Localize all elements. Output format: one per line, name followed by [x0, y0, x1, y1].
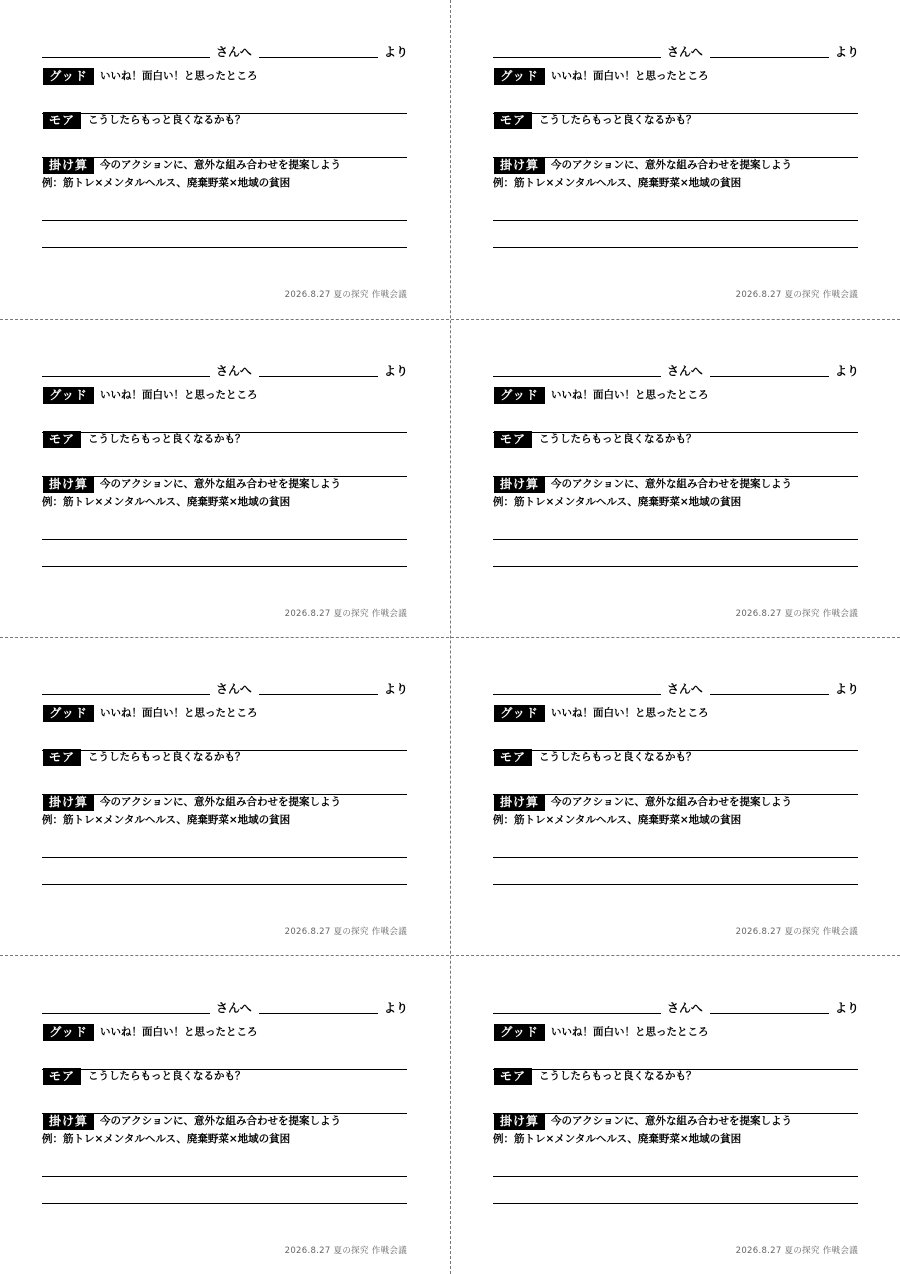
multiply-prompt: 今のアクションに、意外な組み合わせを提案しよう: [551, 159, 792, 171]
good-tag: グッド: [43, 1024, 94, 1041]
recipient-suffix: さんへ: [667, 45, 703, 59]
multiply-example: 例：筋トレ×メンタルヘルス、廃棄野菜×地域の貧困: [493, 177, 742, 189]
sender-name-line[interactable]: [259, 57, 378, 58]
multiply-prompt: 今のアクションに、意外な組み合わせを提案しよう: [100, 159, 341, 171]
event-footer: 2026.8.27 夏の探究 作戦会議: [735, 927, 858, 937]
sender-suffix: より: [835, 682, 860, 696]
feedback-card: [0, 0, 450, 318]
sender-suffix: より: [835, 1001, 860, 1015]
multiply-prompt: 今のアクションに、意外な組み合わせを提案しよう: [100, 478, 341, 490]
sender-name-line[interactable]: [710, 694, 829, 695]
multiply-tag: 掛け算: [43, 794, 94, 811]
writing-line[interactable]: [42, 1176, 407, 1177]
multiply-prompt: 今のアクションに、意外な組み合わせを提案しよう: [100, 796, 341, 808]
multiply-tag: 掛け算: [494, 1113, 545, 1130]
recipient-suffix: さんへ: [216, 364, 252, 378]
good-tag: グッド: [494, 387, 545, 404]
sender-name-line[interactable]: [259, 1013, 378, 1014]
sender-name-line[interactable]: [710, 1013, 829, 1014]
writing-line[interactable]: [493, 1203, 858, 1204]
event-footer: 2026.8.27 夏の探究 作戦会議: [284, 290, 407, 300]
recipient-suffix: さんへ: [216, 1001, 252, 1015]
multiply-tag: 掛け算: [43, 157, 94, 174]
more-tag: モア: [494, 749, 532, 766]
more-prompt: こうしたらもっと良くなるかも？: [539, 433, 697, 445]
recipient-name-line[interactable]: [42, 1013, 210, 1014]
sender-suffix: より: [384, 45, 409, 59]
feedback-card: [451, 0, 900, 318]
good-tag: グッド: [494, 705, 545, 722]
multiply-example: 例：筋トレ×メンタルヘルス、廃棄野菜×地域の貧困: [42, 177, 291, 189]
more-prompt: こうしたらもっと良くなるかも？: [539, 1070, 697, 1082]
recipient-name-line[interactable]: [42, 694, 210, 695]
sender-suffix: より: [384, 1001, 409, 1015]
good-prompt: いいね！面白い！と思ったところ: [100, 707, 258, 719]
writing-line[interactable]: [42, 566, 407, 567]
more-prompt: こうしたらもっと良くなるかも？: [539, 114, 697, 126]
multiply-example: 例：筋トレ×メンタルヘルス、廃棄野菜×地域の貧困: [42, 496, 291, 508]
good-prompt: いいね！面白い！と思ったところ: [100, 70, 258, 82]
feedback-card: [0, 319, 450, 637]
writing-line[interactable]: [42, 857, 407, 858]
sender-name-line[interactable]: [259, 694, 378, 695]
writing-line[interactable]: [42, 247, 407, 248]
sender-suffix: より: [835, 45, 860, 59]
multiply-tag: 掛け算: [494, 157, 545, 174]
good-tag: グッド: [494, 68, 545, 85]
sender-name-line[interactable]: [710, 376, 829, 377]
writing-line[interactable]: [493, 566, 858, 567]
multiply-prompt: 今のアクションに、意外な組み合わせを提案しよう: [551, 1115, 792, 1127]
multiply-example: 例：筋トレ×メンタルヘルス、廃棄野菜×地域の貧困: [493, 814, 742, 826]
feedback-card: [0, 637, 450, 955]
recipient-name-line[interactable]: [42, 376, 210, 377]
good-tag: グッド: [494, 1024, 545, 1041]
event-footer: 2026.8.27 夏の探究 作戦会議: [284, 927, 407, 937]
multiply-example: 例：筋トレ×メンタルヘルス、廃棄野菜×地域の貧困: [42, 814, 291, 826]
recipient-name-line[interactable]: [493, 1013, 661, 1014]
sender-suffix: より: [835, 364, 860, 378]
good-prompt: いいね！面白い！と思ったところ: [551, 70, 709, 82]
more-prompt: こうしたらもっと良くなるかも？: [88, 114, 246, 126]
more-prompt: こうしたらもっと良くなるかも？: [88, 433, 246, 445]
recipient-suffix: さんへ: [667, 682, 703, 696]
feedback-card: [0, 956, 450, 1274]
more-tag: モア: [43, 112, 81, 129]
recipient-suffix: さんへ: [216, 45, 252, 59]
more-tag: モア: [494, 112, 532, 129]
multiply-example: 例：筋トレ×メンタルヘルス、廃棄野菜×地域の貧困: [42, 1133, 291, 1145]
good-prompt: いいね！面白い！と思ったところ: [100, 389, 258, 401]
recipient-suffix: さんへ: [667, 1001, 703, 1015]
good-tag: グッド: [43, 387, 94, 404]
sender-name-line[interactable]: [259, 376, 378, 377]
multiply-example: 例：筋トレ×メンタルヘルス、廃棄野菜×地域の貧困: [493, 1133, 742, 1145]
writing-line[interactable]: [42, 539, 407, 540]
feedback-card: [451, 319, 900, 637]
more-tag: モア: [43, 1068, 81, 1085]
more-prompt: こうしたらもっと良くなるかも？: [539, 751, 697, 763]
writing-line[interactable]: [42, 884, 407, 885]
event-footer: 2026.8.27 夏の探究 作戦会議: [284, 609, 407, 619]
sender-name-line[interactable]: [710, 57, 829, 58]
writing-line[interactable]: [493, 884, 858, 885]
more-prompt: こうしたらもっと良くなるかも？: [88, 751, 246, 763]
more-tag: モア: [494, 431, 532, 448]
more-tag: モア: [43, 749, 81, 766]
multiply-prompt: 今のアクションに、意外な組み合わせを提案しよう: [551, 478, 792, 490]
recipient-suffix: さんへ: [667, 364, 703, 378]
writing-line[interactable]: [42, 220, 407, 221]
good-tag: グッド: [43, 705, 94, 722]
good-prompt: いいね！面白い！と思ったところ: [551, 707, 709, 719]
good-prompt: いいね！面白い！と思ったところ: [100, 1026, 258, 1038]
event-footer: 2026.8.27 夏の探究 作戦会議: [735, 290, 858, 300]
feedback-card: [451, 956, 900, 1274]
multiply-tag: 掛け算: [43, 476, 94, 493]
good-tag: グッド: [43, 68, 94, 85]
more-tag: モア: [43, 431, 81, 448]
sender-suffix: より: [384, 682, 409, 696]
more-tag: モア: [494, 1068, 532, 1085]
writing-line[interactable]: [493, 1176, 858, 1177]
multiply-tag: 掛け算: [43, 1113, 94, 1130]
recipient-name-line[interactable]: [42, 57, 210, 58]
multiply-prompt: 今のアクションに、意外な組み合わせを提案しよう: [100, 1115, 341, 1127]
event-footer: 2026.8.27 夏の探究 作戦会議: [284, 1246, 407, 1256]
recipient-name-line[interactable]: [493, 376, 661, 377]
more-prompt: こうしたらもっと良くなるかも？: [88, 1070, 246, 1082]
multiply-tag: 掛け算: [494, 794, 545, 811]
multiply-example: 例：筋トレ×メンタルヘルス、廃棄野菜×地域の貧困: [493, 496, 742, 508]
sender-suffix: より: [384, 364, 409, 378]
good-prompt: いいね！面白い！と思ったところ: [551, 389, 709, 401]
writing-line[interactable]: [493, 857, 858, 858]
feedback-card: [451, 637, 900, 955]
event-footer: 2026.8.27 夏の探究 作戦会議: [735, 609, 858, 619]
writing-line[interactable]: [493, 539, 858, 540]
good-prompt: いいね！面白い！と思ったところ: [551, 1026, 709, 1038]
writing-line[interactable]: [493, 247, 858, 248]
writing-line[interactable]: [493, 220, 858, 221]
event-footer: 2026.8.27 夏の探究 作戦会議: [735, 1246, 858, 1256]
recipient-suffix: さんへ: [216, 682, 252, 696]
recipient-name-line[interactable]: [493, 694, 661, 695]
writing-line[interactable]: [42, 1203, 407, 1204]
multiply-tag: 掛け算: [494, 476, 545, 493]
recipient-name-line[interactable]: [493, 57, 661, 58]
multiply-prompt: 今のアクションに、意外な組み合わせを提案しよう: [551, 796, 792, 808]
